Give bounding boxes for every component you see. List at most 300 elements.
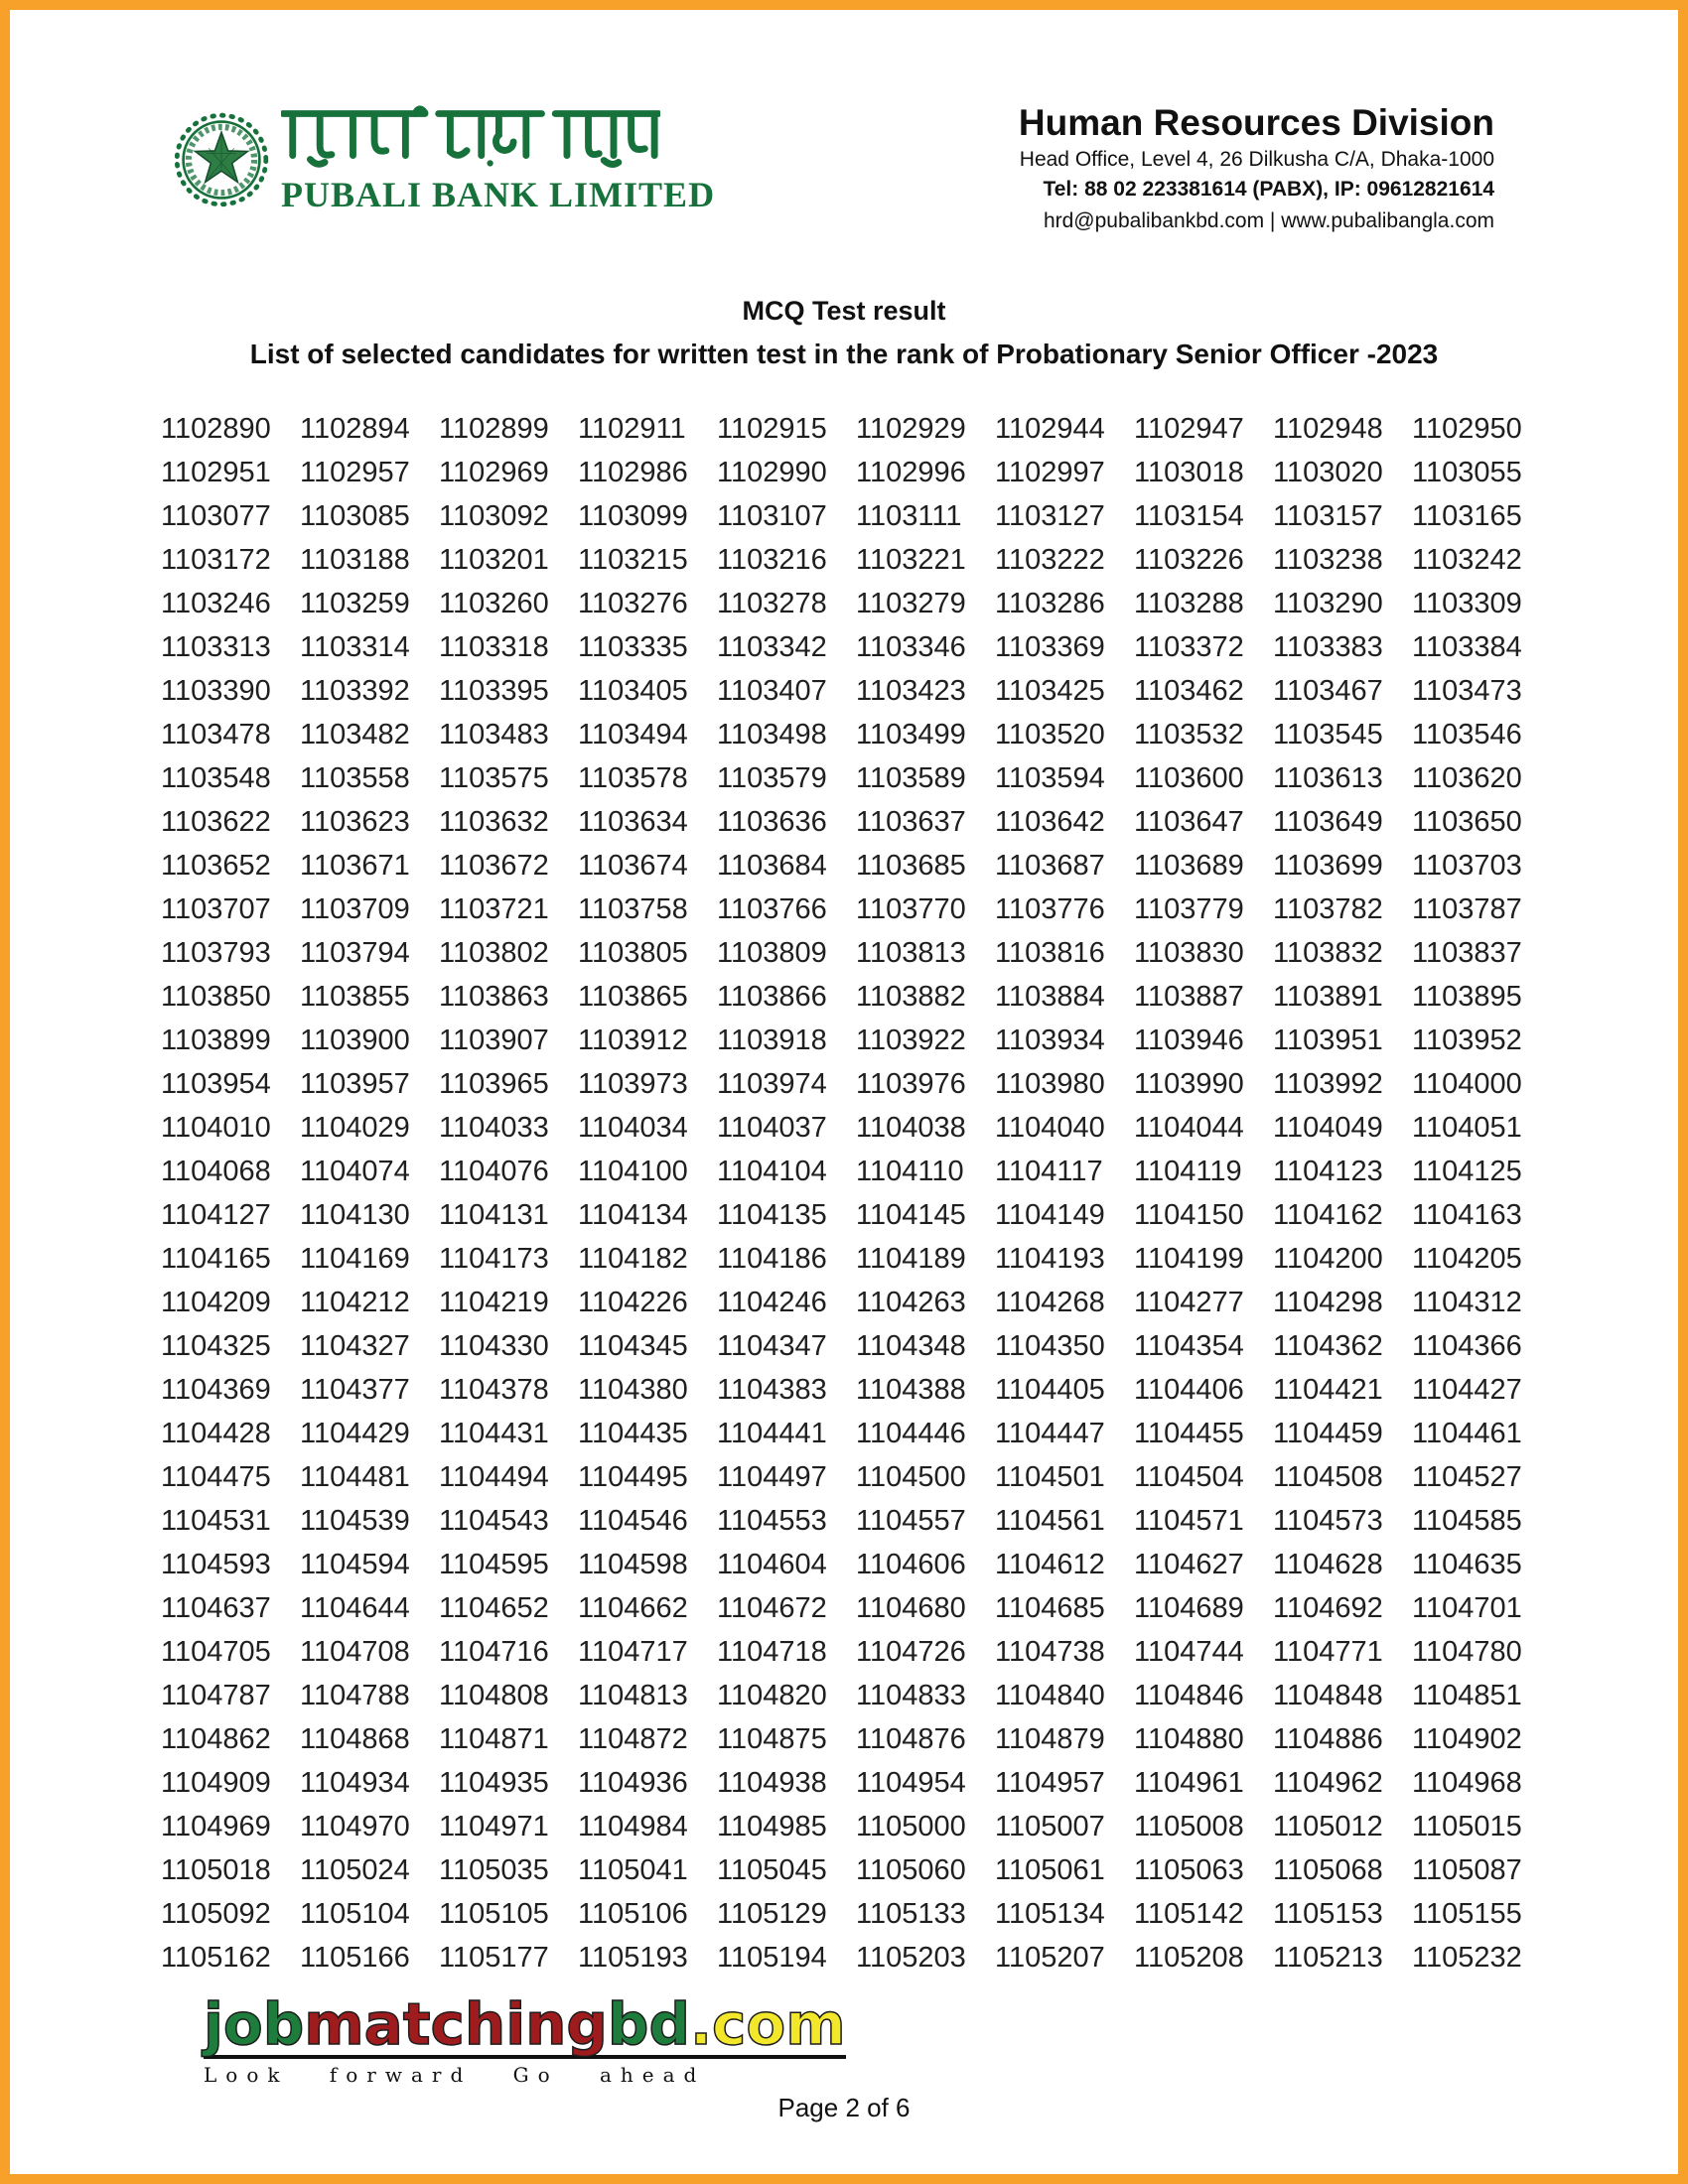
roll-number: 1103127 (995, 499, 1105, 532)
roll-number: 1104354 (1134, 1329, 1244, 1362)
roll-number: 1105060 (856, 1853, 966, 1886)
roll-number: 1104527 (1412, 1460, 1522, 1493)
roll-number: 1104902 (1412, 1722, 1522, 1755)
roll-number: 1103548 (161, 761, 271, 794)
roll-number: 1105208 (1134, 1941, 1244, 1974)
roll-number: 1102899 (439, 412, 549, 445)
roll-number: 1103957 (300, 1067, 410, 1100)
roll-number: 1103390 (161, 674, 271, 707)
roll-number: 1104010 (161, 1111, 271, 1144)
roll-number: 1104186 (717, 1242, 827, 1275)
roll-number: 1104501 (995, 1460, 1105, 1493)
roll-number: 1105177 (439, 1941, 549, 1974)
roll-number: 1103157 (1273, 499, 1383, 532)
roll-number: 1104431 (439, 1417, 549, 1449)
roll-number: 1103642 (995, 805, 1105, 838)
roll-number: 1103226 (1134, 543, 1244, 576)
roll-number: 1103276 (578, 587, 688, 619)
roll-number: 1103259 (300, 587, 410, 619)
roll-number: 1105035 (439, 1853, 549, 1886)
roll-number: 1103620 (1412, 761, 1522, 794)
roll-number: 1103895 (1412, 980, 1522, 1013)
roll-number: 1104717 (578, 1635, 688, 1668)
roll-number: 1105153 (1273, 1897, 1383, 1930)
roll-number: 1103634 (578, 805, 688, 838)
roll-number: 1103494 (578, 718, 688, 751)
roll-number: 1104628 (1273, 1548, 1383, 1580)
roll-number: 1102890 (161, 412, 271, 445)
roll-number: 1104325 (161, 1329, 271, 1362)
roll-number: 1103891 (1273, 980, 1383, 1013)
roll-number: 1105203 (856, 1941, 966, 1974)
roll-number: 1104000 (1412, 1067, 1522, 1100)
roll-number: 1103802 (439, 936, 549, 969)
roll-number: 1104561 (995, 1504, 1105, 1537)
roll-number: 1104934 (300, 1766, 410, 1799)
roll-number: 1104553 (717, 1504, 827, 1537)
roll-number: 1104771 (1273, 1635, 1383, 1668)
roll-number: 1105194 (717, 1941, 827, 1974)
roll-number: 1103309 (1412, 587, 1522, 619)
roll-number: 1103313 (161, 630, 271, 663)
roll-number: 1103107 (717, 499, 827, 532)
roll-number: 1104429 (300, 1417, 410, 1449)
roll-number: 1104708 (300, 1635, 410, 1668)
roll-number: 1103622 (161, 805, 271, 838)
roll-number: 1102894 (300, 412, 410, 445)
roll-number: 1104446 (856, 1417, 966, 1449)
roll-number: 1104738 (995, 1635, 1105, 1668)
roll-number: 1103787 (1412, 892, 1522, 925)
roll-number: 1104705 (161, 1635, 271, 1668)
roll-number: 1103672 (439, 849, 549, 882)
roll-number: 1105162 (161, 1941, 271, 1974)
roll-number: 1104539 (300, 1504, 410, 1537)
roll-number: 1103865 (578, 980, 688, 1013)
roll-number: 1104350 (995, 1329, 1105, 1362)
watermark-segment: matching (304, 1990, 608, 2058)
roll-number: 1102990 (717, 456, 827, 488)
roll-number: 1104718 (717, 1635, 827, 1668)
roll-number: 1103172 (161, 543, 271, 576)
roll-number: 1103383 (1273, 630, 1383, 663)
document-subtitle: List of selected candidates for written test in the rank of Probationary Senior Officer -2023 (249, 339, 1439, 369)
roll-number: 1102996 (856, 456, 966, 488)
roll-number: 1103990 (1134, 1067, 1244, 1100)
roll-number: 1104788 (300, 1679, 410, 1711)
roll-number: 1104219 (439, 1286, 549, 1318)
roll-number: 1102969 (439, 456, 549, 488)
roll-number: 1103425 (995, 674, 1105, 707)
roll-number: 1102986 (578, 456, 688, 488)
roll-number: 1103242 (1412, 543, 1522, 576)
roll-number: 1104182 (578, 1242, 688, 1275)
roll-number: 1103782 (1273, 892, 1383, 925)
roll-number: 1103650 (1412, 805, 1522, 838)
roll-number: 1105015 (1412, 1810, 1522, 1843)
roll-number: 1103423 (856, 674, 966, 707)
roll-number: 1105092 (161, 1897, 271, 1930)
roll-number: 1103934 (995, 1024, 1105, 1056)
roll-number: 1105104 (300, 1897, 410, 1930)
roll-number: 1104508 (1273, 1460, 1383, 1493)
roll-number: 1103793 (161, 936, 271, 969)
roll-number: 1103578 (578, 761, 688, 794)
roll-number: 1103201 (439, 543, 549, 576)
roll-number: 1104846 (1134, 1679, 1244, 1711)
roll-number: 1103238 (1273, 543, 1383, 576)
roll-number: 1104504 (1134, 1460, 1244, 1493)
roll-number: 1104701 (1412, 1591, 1522, 1624)
roll-number: 1104868 (300, 1722, 410, 1755)
roll-number: 1103384 (1412, 630, 1522, 663)
roll-number: 1104672 (717, 1591, 827, 1624)
roll-number: 1103866 (717, 980, 827, 1013)
roll-number: 1103473 (1412, 674, 1522, 707)
roll-number: 1104968 (1412, 1766, 1522, 1799)
roll-number: 1104330 (439, 1329, 549, 1362)
roll-number: 1104125 (1412, 1155, 1522, 1187)
roll-number: 1103392 (300, 674, 410, 707)
roll-number: 1104985 (717, 1810, 827, 1843)
roll-number: 1104833 (856, 1679, 966, 1711)
roll-number: 1104876 (856, 1722, 966, 1755)
roll-number: 1104029 (300, 1111, 410, 1144)
roll-number: 1104494 (439, 1460, 549, 1493)
address-line: Head Office, Level 4, 26 Dilkusha C/A, Dhaka-1000 (1019, 148, 1494, 171)
roll-number: 1104134 (578, 1198, 688, 1231)
roll-number: 1103980 (995, 1067, 1105, 1100)
roll-number: 1104593 (161, 1548, 271, 1580)
roll-number: 1103288 (1134, 587, 1244, 619)
roll-number: 1103976 (856, 1067, 966, 1100)
roll-number: 1104571 (1134, 1504, 1244, 1537)
bank-seal-icon (174, 112, 269, 207)
roll-number: 1103884 (995, 980, 1105, 1013)
roll-number: 1103674 (578, 849, 688, 882)
page-number: Page 2 of 6 (777, 2093, 911, 2122)
roll-number: 1105024 (300, 1853, 410, 1886)
roll-number: 1104820 (717, 1679, 827, 1711)
roll-number: 1105087 (1412, 1853, 1522, 1886)
roll-number: 1103520 (995, 718, 1105, 751)
bank-logo (174, 104, 715, 215)
roll-number: 1103020 (1273, 456, 1383, 488)
roll-number: 1104263 (856, 1286, 966, 1318)
roll-number: 1104117 (995, 1155, 1103, 1187)
roll-number: 1103766 (717, 892, 827, 925)
roll-number: 1104689 (1134, 1591, 1244, 1624)
roll-number: 1104692 (1273, 1591, 1383, 1624)
roll-number: 1103809 (717, 936, 827, 969)
roll-number: 1104427 (1412, 1373, 1522, 1406)
roll-number: 1104212 (300, 1286, 410, 1318)
roll-number: 1103154 (1134, 499, 1244, 532)
roll-number: 1103907 (439, 1024, 549, 1056)
roll-number: 1104879 (995, 1722, 1105, 1755)
roll-number: 1105232 (1412, 1941, 1522, 1974)
roll-number: 1104209 (161, 1286, 271, 1318)
roll-number: 1104726 (856, 1635, 966, 1668)
roll-number: 1104076 (439, 1155, 549, 1187)
roll-number: 1103165 (1412, 499, 1522, 532)
roll-number: 1104131 (439, 1198, 549, 1231)
roll-number: 1103900 (300, 1024, 410, 1056)
roll-number: 1105106 (578, 1897, 688, 1930)
watermark-wordmark (204, 1990, 846, 2059)
roll-number: 1104872 (578, 1722, 688, 1755)
roll-number: 1104780 (1412, 1635, 1522, 1668)
roll-number: 1103558 (300, 761, 410, 794)
roll-number: 1104475 (161, 1460, 271, 1493)
roll-number: 1105045 (717, 1853, 827, 1886)
roll-number: 1103776 (995, 892, 1105, 925)
roll-number: 1103246 (161, 587, 271, 619)
roll-number: 1104040 (995, 1111, 1105, 1144)
roll-number: 1105134 (995, 1897, 1105, 1930)
roll-number: 1104954 (856, 1766, 966, 1799)
bank-name-block (281, 104, 715, 215)
roll-number: 1103579 (717, 761, 827, 794)
watermark-logo (204, 1990, 846, 2087)
roll-number: 1104110 (856, 1155, 964, 1187)
roll-number: 1104135 (717, 1198, 827, 1231)
roll-number: 1105133 (856, 1897, 966, 1930)
roll-number: 1104880 (1134, 1722, 1244, 1755)
roll-number: 1103813 (856, 936, 966, 969)
roll-number: 1105155 (1412, 1897, 1522, 1930)
roll-number: 1104595 (439, 1548, 549, 1580)
roll-number: 1104226 (578, 1286, 688, 1318)
roll-number: 1103222 (995, 543, 1105, 576)
roll-number: 1103647 (1134, 805, 1244, 838)
roll-number: 1104033 (439, 1111, 549, 1144)
roll-number: 1104627 (1134, 1548, 1244, 1580)
roll-number: 1103546 (1412, 718, 1522, 751)
roll-number: 1103623 (300, 805, 410, 838)
roll-number: 1102915 (717, 412, 827, 445)
roll-number: 1103684 (717, 849, 827, 882)
roll-number: 1103699 (1273, 849, 1383, 882)
roll-number: 1103974 (717, 1067, 827, 1100)
roll-number: 1103832 (1273, 936, 1383, 969)
roll-number: 1103652 (161, 849, 271, 882)
roll-number: 1104461 (1412, 1417, 1522, 1449)
roll-number: 1105213 (1273, 1941, 1383, 1974)
roll-number: 1104163 (1412, 1198, 1522, 1231)
roll-number: 1103758 (578, 892, 688, 925)
roll-number: 1104189 (856, 1242, 966, 1275)
roll-number: 1104612 (995, 1548, 1105, 1580)
roll-number: 1104744 (1134, 1635, 1244, 1668)
roll-number: 1104875 (717, 1722, 827, 1755)
roll-number: 1104038 (856, 1111, 966, 1144)
roll-number: 1104127 (161, 1198, 271, 1231)
roll-number: 1104421 (1273, 1373, 1383, 1406)
roll-number: 1103952 (1412, 1024, 1522, 1056)
roll-number: 1103951 (1273, 1024, 1383, 1056)
roll-number: 1104377 (300, 1373, 410, 1406)
roll-number: 1104455 (1134, 1417, 1244, 1449)
roll-number: 1105105 (439, 1897, 549, 1930)
roll-number: 1103545 (1273, 718, 1383, 751)
roll-number: 1103260 (439, 587, 549, 619)
document-title: MCQ Test result (742, 296, 946, 326)
roll-number: 1104268 (995, 1286, 1105, 1318)
roll-number: 1103216 (717, 543, 827, 576)
roll-number: 1103482 (300, 718, 410, 751)
roll-number: 1103111 (856, 499, 962, 532)
roll-number: 1104378 (439, 1373, 549, 1406)
roll-number: 1103637 (856, 805, 966, 838)
roll-number: 1104481 (300, 1460, 410, 1493)
roll-number: 1103092 (439, 499, 549, 532)
roll-number: 1102911 (578, 412, 686, 445)
roll-number: 1102950 (1412, 412, 1522, 445)
roll-number: 1103855 (300, 980, 410, 1013)
roll-number: 1103483 (439, 718, 549, 751)
roll-number: 1103816 (995, 936, 1105, 969)
roll-number: 1104049 (1273, 1111, 1383, 1144)
roll-number: 1104199 (1134, 1242, 1244, 1275)
roll-number: 1105063 (1134, 1853, 1244, 1886)
roll-number: 1103318 (439, 630, 549, 663)
roll-number: 1105129 (717, 1897, 827, 1930)
roll-number: 1103794 (300, 936, 410, 969)
roll-number: 1104173 (439, 1242, 549, 1275)
roll-number: 1104383 (717, 1373, 827, 1406)
roll-number: 1104808 (439, 1679, 549, 1711)
roll-number: 1105207 (995, 1941, 1105, 1974)
roll-number: 1103290 (1273, 587, 1383, 619)
roll-number: 1104606 (856, 1548, 966, 1580)
roll-number: 1104149 (995, 1198, 1105, 1231)
roll-number: 1102957 (300, 456, 410, 488)
roll-number: 1104246 (717, 1286, 827, 1318)
roll-number: 1104348 (856, 1329, 966, 1362)
roll-number: 1104123 (1273, 1155, 1383, 1187)
roll-number: 1104104 (717, 1155, 827, 1187)
roll-number: 1104543 (439, 1504, 549, 1537)
roll-number: 1105012 (1273, 1810, 1383, 1843)
roll-number: 1105018 (161, 1853, 271, 1886)
roll-number: 1104312 (1412, 1286, 1522, 1318)
roll-number: 1104680 (856, 1591, 966, 1624)
roll-number: 1103594 (995, 761, 1105, 794)
roll-number: 1104150 (1134, 1198, 1244, 1231)
roll-number: 1103899 (161, 1024, 271, 1056)
roll-number: 1104034 (578, 1111, 688, 1144)
bank-name-bengali (281, 104, 660, 170)
email-website-line: hrd@pubalibankbd.com | www.pubalibangla.com (1043, 209, 1494, 232)
roll-number: 1103882 (856, 980, 966, 1013)
roll-number: 1103992 (1273, 1067, 1383, 1100)
roll-number: 1105166 (300, 1941, 410, 1974)
roll-number: 1104573 (1273, 1504, 1383, 1537)
roll-number: 1104051 (1412, 1111, 1522, 1144)
roll-number: 1104813 (578, 1679, 688, 1711)
roll-number: 1104347 (717, 1329, 827, 1362)
roll-number: 1104074 (300, 1155, 410, 1187)
roll-number: 1104886 (1273, 1722, 1383, 1755)
roll-number: 1104971 (439, 1810, 549, 1843)
roll-number: 1103286 (995, 587, 1105, 619)
roll-number: 1103922 (856, 1024, 966, 1056)
roll-number: 1103221 (856, 543, 966, 576)
roll-number: 1103671 (300, 849, 410, 882)
roll-number: 1103018 (1134, 456, 1244, 488)
roll-number: 1103613 (1273, 761, 1383, 794)
roll-number: 1104495 (578, 1460, 688, 1493)
roll-number: 1105061 (995, 1853, 1105, 1886)
roll-number: 1103837 (1412, 936, 1522, 969)
roll-number: 1104871 (439, 1722, 549, 1755)
roll-number: 1103770 (856, 892, 966, 925)
roll-number: 1103077 (161, 499, 271, 532)
roll-number: 1104500 (856, 1460, 966, 1493)
roll-number: 1104165 (161, 1242, 271, 1275)
roll-number: 1104961 (1134, 1766, 1244, 1799)
roll-number: 1103407 (717, 674, 827, 707)
roll-number: 1104557 (856, 1504, 966, 1537)
roll-number: 1103779 (1134, 892, 1244, 925)
roll-number: 1103532 (1134, 718, 1244, 751)
roll-number: 1104936 (578, 1766, 688, 1799)
roll-number: 1103188 (300, 543, 410, 576)
roll-number: 1103912 (578, 1024, 688, 1056)
roll-number: 1103687 (995, 849, 1105, 882)
roll-number: 1104935 (439, 1766, 549, 1799)
roll-number: 1104277 (1134, 1286, 1244, 1318)
roll-number: 1103405 (578, 674, 688, 707)
roll-number: 1104909 (161, 1766, 271, 1799)
roll-number: 1104716 (439, 1635, 549, 1668)
roll-number: 1103279 (856, 587, 966, 619)
roll-number: 1103335 (578, 630, 688, 663)
roll-number: 1102929 (856, 412, 966, 445)
roll-number-grid (161, 407, 1551, 1979)
roll-number: 1104604 (717, 1548, 827, 1580)
roll-number: 1103372 (1134, 630, 1244, 663)
watermark-segment: bd (607, 1990, 690, 2058)
roll-number: 1103707 (161, 892, 271, 925)
roll-number: 1103649 (1273, 805, 1383, 838)
roll-number: 1103805 (578, 936, 688, 969)
roll-number: 1103099 (578, 499, 688, 532)
roll-number: 1104546 (578, 1504, 688, 1537)
roll-number: 1104162 (1273, 1198, 1383, 1231)
roll-number: 1104969 (161, 1810, 271, 1843)
roll-number: 1103965 (439, 1067, 549, 1100)
roll-number: 1103314 (300, 630, 410, 663)
roll-number: 1104531 (161, 1504, 271, 1537)
roll-number: 1103600 (1134, 761, 1244, 794)
roll-number: 1105068 (1273, 1853, 1383, 1886)
title-block (10, 296, 1678, 370)
watermark-segment: job (204, 1990, 305, 2058)
roll-number: 1104970 (300, 1810, 410, 1843)
roll-number: 1104380 (578, 1373, 688, 1406)
roll-number: 1104662 (578, 1591, 688, 1624)
roll-number: 1105008 (1134, 1810, 1244, 1843)
roll-number: 1104840 (995, 1679, 1105, 1711)
roll-number: 1105041 (578, 1853, 688, 1886)
roll-number: 1104428 (161, 1417, 271, 1449)
roll-number: 1104044 (1134, 1111, 1244, 1144)
roll-number: 1104145 (856, 1198, 966, 1231)
roll-number: 1103498 (717, 718, 827, 751)
roll-number: 1103346 (856, 630, 966, 663)
